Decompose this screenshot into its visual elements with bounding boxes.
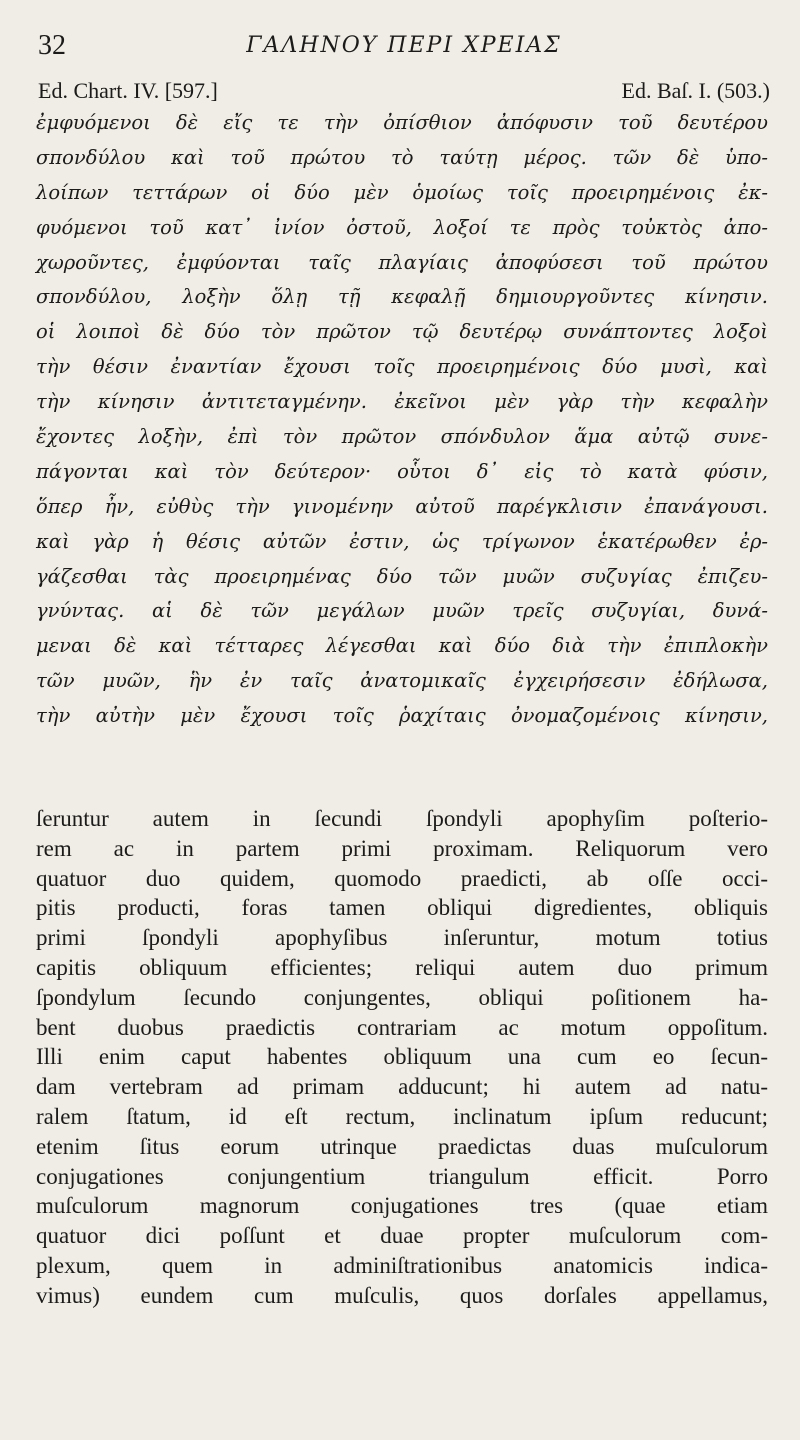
greek-line: τὴν θέσιν ἐναντίαν ἔχουσι τοῖς προειρημένοις δύο μυσὶ, καὶ (36, 355, 768, 379)
greek-line: τὴν αὐτὴν μὲν ἔχουσι τοῖς ῥαχίταις ὀνομαζομένοις κίνησιν, (36, 704, 768, 728)
latin-line: capitis obliquum efficientes; reliqui autem duo primum (36, 954, 768, 980)
greek-line: ὅπερ ἦν, εὐθὺς τὴν γινομένην αὐτοῦ παρέγκλισιν ἐπανάγουσι. (36, 494, 768, 518)
greek-line: τὴν κίνησιν ἀντιτεταγμένην. ἐκεῖνοι μὲν γὰρ τὴν κεφαλὴν (36, 390, 768, 414)
edition-basel: Ed. Baſ. I. (503.) (621, 78, 770, 103)
latin-line: ſpondylum ſecundo conjungentes, obliqui poſitionem ha- (36, 984, 768, 1010)
latin-line: vimus) eundem cum muſculis, quos dorſales appellamus, (36, 1282, 768, 1308)
latin-line: Illi enim caput habentes obliquum una cum eo ſecun- (36, 1044, 768, 1070)
latin-text-block (36, 804, 768, 1311)
greek-line: χωροῦντες, ἐμφύονται ταῖς πλαγίαις ἀποφύσεσι τοῦ πρώτου (36, 250, 768, 274)
edition-reference (38, 76, 770, 106)
greek-line: σπονδύλου, λοξὴν ὅλῃ τῇ κεφαλῇ δημιουργοῦντες κίνησιν. (36, 285, 768, 309)
edition-chartier: Ed. Chart. IV. [597.] (38, 78, 218, 103)
latin-line: primi ſpondyli apophyſibus inſeruntur, motum totius (36, 925, 768, 951)
latin-line: rem ac in partem primi proximam. Reliquorum vero (36, 835, 768, 861)
page-header (38, 28, 770, 64)
latin-line: pitis producti, foras tamen obliqui digredientes, obliquis (36, 895, 768, 921)
latin-line: etenim ſitus eorum utrinque praedictas duas muſculorum (36, 1133, 768, 1159)
latin-line: quatuor duo quidem, quomodo praedicti, ab oſſe occi- (36, 865, 768, 891)
latin-line: bent duobus praedictis contrariam ac motum oppoſitum. (36, 1014, 768, 1040)
latin-line: quatuor dici poſſunt et duae propter muſculorum com- (36, 1223, 768, 1249)
greek-line: καὶ γὰρ ἡ θέσις αὐτῶν ἐστιν, ὡς τρίγωνον ἑκατέρωθεν ἐρ- (36, 529, 768, 553)
greek-line: ἔχοντες λοξὴν, ἐπὶ τὸν πρῶτον σπόνδυλον ἅμα αὐτῷ συνε- (36, 425, 768, 449)
greek-line: φυόμενοι τοῦ κατ᾽ ἰνίον ὀστοῦ, λοξοί τε πρὸς τοὐκτὸς ἀπο- (36, 215, 768, 239)
greek-line: τῶν μυῶν, ἣν ἐν ταῖς ἀνατομικαῖς ἐγχειρήσεσιν ἐδήλωσα, (36, 669, 768, 693)
latin-line: ralem ſtatum, id eſt rectum, inclinatum ipſum reducunt; (36, 1103, 768, 1129)
greek-line: ἐμφυόμενοι δὲ εἴς τε τὴν ὀπίσθιον ἀπόφυσιν τοῦ δευτέρου (36, 111, 768, 134)
running-title: ΓΑΛΗΝΟΥ ΠΕΡΙ ΧΡΕΙΑΣ (246, 33, 562, 58)
latin-line: ſeruntur autem in ſecundi ſpondyli apophyſim poſterio- (36, 806, 768, 831)
greek-line: πάγονται καὶ τὸν δεύτερον· οὗτοι δ᾽ εἰς τὸ κατὰ φύσιν, (36, 459, 768, 483)
latin-line: muſculorum magnorum conjugationes tres (quae etiam (36, 1193, 768, 1219)
page-number: 32 (38, 30, 66, 61)
greek-line: σπονδύλου καὶ τοῦ πρώτου τὸ ταύτῃ μέρος. τῶν δὲ ὑπο- (36, 145, 768, 169)
greek-line: μεναι δὲ καὶ τέτταρες λέγεσθαι καὶ δύο διὰ τὴν ἐπιπλοκὴν (36, 634, 768, 658)
latin-line: dam vertebram ad primam adducunt; hi autem ad natu- (36, 1074, 768, 1100)
greek-line: λοίπων τεττάρων οἱ δύο μὲν ὁμοίως τοῖς προειρημένοις ἐκ- (36, 180, 768, 204)
greek-line: γάζεσθαι τὰς προειρημένας δύο τῶν μυῶν συζυγίας ἐπιζευ- (36, 564, 768, 588)
latin-line: conjugationes conjungentium triangulum efficit. Porro (36, 1163, 768, 1189)
greek-line: γνύντας. αἱ δὲ τῶν μεγάλων μυῶν τρεῖς συζυγίαι, δυνά- (36, 599, 768, 623)
greek-line: οἱ λοιποὶ δὲ δύο τὸν πρῶτον τῷ δευτέρῳ συνάπτοντες λοξοὶ (36, 320, 768, 344)
greek-text-block (36, 106, 768, 734)
latin-line: plexum, quem in adminiſtrationibus anatomicis indica- (36, 1252, 768, 1278)
